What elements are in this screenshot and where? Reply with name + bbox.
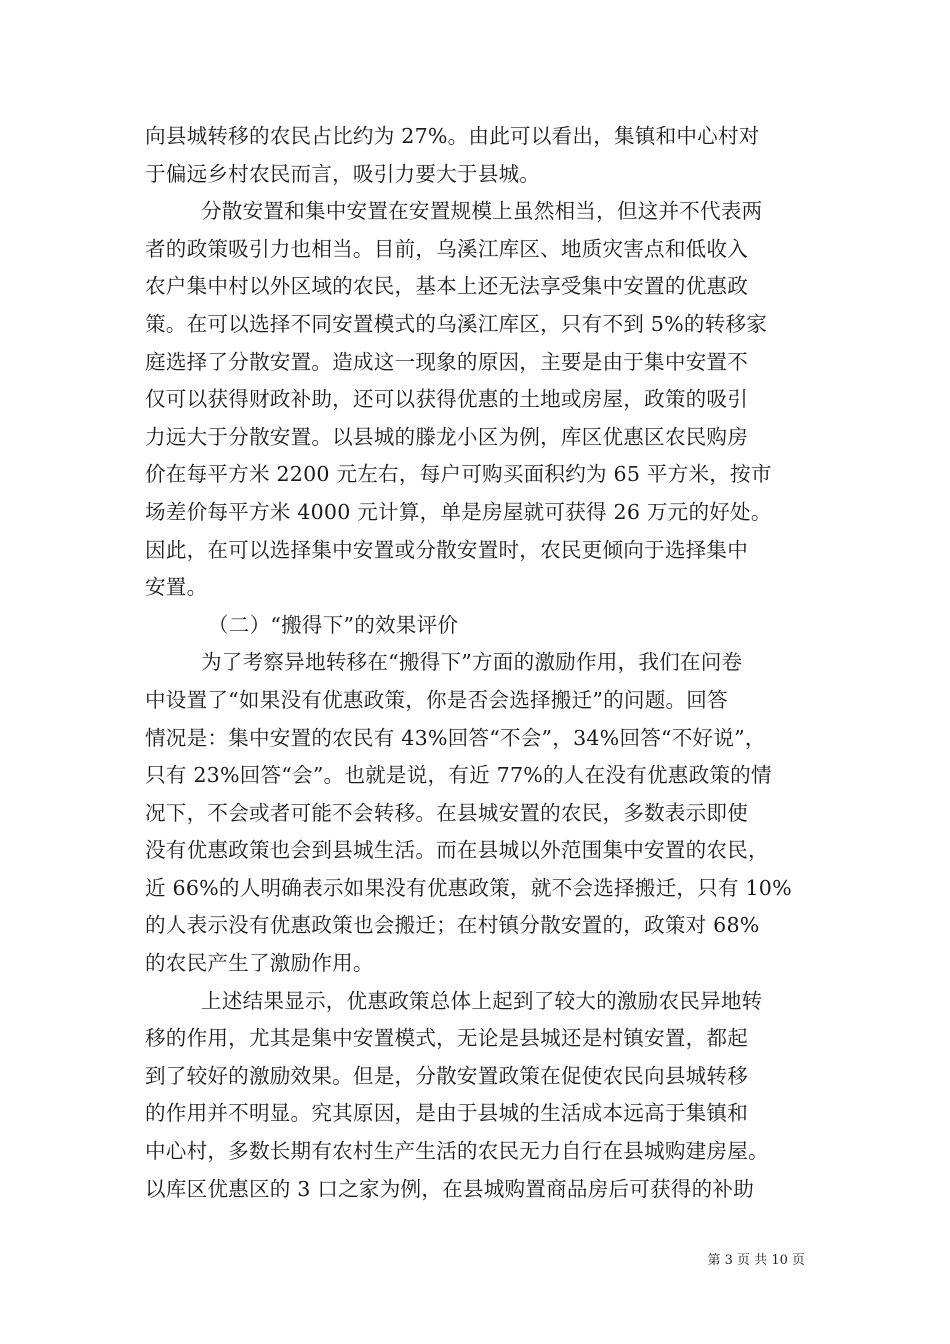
text-line: 庭选择了分散安置。造成这一现象的原因，主要是由于集中安置不 — [145, 349, 749, 374]
text-line: 况下，不会或者可能不会转移。在县城安置的农民，多数表示即使 — [145, 800, 749, 825]
text-line: 情况是：集中安置的农民有 43%回答“不会”，34%回答“不好说”， — [145, 725, 766, 750]
text-line: 只有 23%回答“会”。也就是说，有近 77%的人在没有优惠政策的情 — [145, 763, 772, 788]
text-line: 中心村，多数长期有农村生产生活的农民无力自行在县城购建房屋。 — [145, 1139, 769, 1164]
page-number-footer: 第 3 页 共 10 页 — [707, 1253, 805, 1268]
text-line: 近 66%的人明确表示如果没有优惠政策，就不会选择搬迁，只有 10% — [145, 875, 792, 900]
text-line: 以库区优惠区的 3 口之家为例，在县城购置商品房后可获得的补助 — [145, 1176, 755, 1201]
text-line: 于偏远乡村农民而言，吸引力要大于县城。 — [145, 161, 541, 186]
text-line: 场差价每平方米 4000 元计算，单是房屋就可获得 26 万元的好处。 — [145, 499, 772, 524]
text-line: 的农民产生了激励作用。 — [145, 951, 374, 976]
text-line: 价在每平方米 2200 元左右，每户可购买面积约为 65 平方米，按市 — [145, 462, 772, 487]
paragraph-start-line: 为了考察异地转移在“搬得下”方面的激励作用，我们在问卷 — [201, 650, 743, 675]
section-heading: （二）“搬得下”的效果评价 — [208, 612, 459, 637]
paragraph-start-line: 上述结果显示，优惠政策总体上起到了较大的激励农民异地转 — [201, 988, 763, 1013]
text-line: 仅可以获得财政补助，还可以获得优惠的土地或房屋，政策的吸引 — [145, 387, 749, 412]
text-line: 力远大于分散安置。以县城的滕龙小区为例，库区优惠区农民购房 — [145, 424, 749, 449]
text-line: 策。在可以选择不同安置模式的乌溪江库区，只有不到 5%的转移家 — [145, 311, 768, 336]
text-line: 向县城转移的农民占比约为 27%。由此可以看出，集镇和中心村对 — [145, 124, 760, 148]
text-line: 的人表示没有优惠政策也会搬迁；在村镇分散安置的，政策对 68% — [145, 913, 760, 938]
text-line: 因此，在可以选择集中安置或分散安置时，农民更倾向于选择集中 — [145, 537, 749, 562]
text-line: 移的作用，尤其是集中安置模式，无论是县城还是村镇安置，都起 — [145, 1026, 749, 1051]
paragraph-start-line: 分散安置和集中安置在安置规模上虽然相当，但这并不代表两 — [201, 199, 763, 224]
text-line: 者的政策吸引力也相当。目前，乌溪江库区、地质灾害点和低收入 — [145, 236, 749, 261]
text-line: 没有优惠政策也会到县城生活。而在县城以外范围集中安置的农民， — [145, 838, 769, 863]
text-line: 农户集中村以外区域的农民，基本上还无法享受集中安置的优惠政 — [145, 274, 749, 299]
text-line: 安置。 — [145, 575, 208, 600]
text-line: 中设置了“如果没有优惠政策，你是否会选择搬迁”的问题。回答 — [145, 687, 728, 712]
text-line: 的作用并不明显。究其原因，是由于县城的生活成本远高于集镇和 — [145, 1101, 749, 1126]
text-line: 到了较好的激励效果。但是，分散安置政策在促使农民向县城转移 — [145, 1063, 749, 1088]
body-text — [145, 118, 817, 1208]
